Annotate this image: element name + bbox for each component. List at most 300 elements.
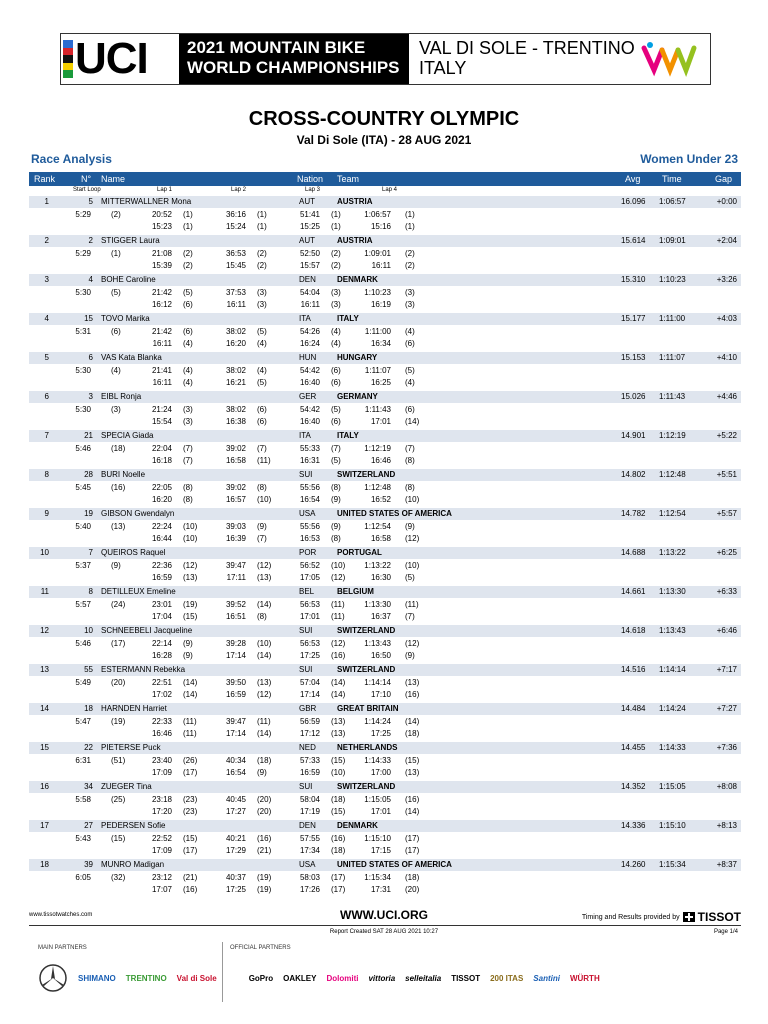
rider-lap-split-line (29, 416, 741, 428)
champ-line-2: WORLD CHAMPIONSHIPS (187, 58, 400, 77)
col-nation: Nation (297, 174, 324, 184)
rider-cumulative-split-line (29, 209, 741, 221)
split-time: 21:24 (151, 405, 172, 414)
split-position: (26) (183, 756, 198, 765)
rider-nat: SUI (299, 470, 313, 479)
rider-time: 1:13:30 (659, 587, 686, 596)
split-time: 1:13:22 (364, 561, 391, 570)
split-position: (20) (405, 885, 420, 894)
rider-team: AUSTRIA (337, 236, 373, 245)
main-partners-label: MAIN PARTNERS (38, 945, 87, 951)
split-time: 23:18 (151, 795, 172, 804)
rider-avg: 14.661 (621, 587, 646, 596)
split-time: 17:25 (225, 885, 246, 894)
rider-no: 5 (88, 197, 93, 206)
split-position: (2) (257, 261, 267, 270)
split-position: (1) (257, 210, 267, 219)
rider-nat: SUI (299, 782, 313, 791)
split-position: (10) (405, 495, 420, 504)
col-name: Name (101, 174, 126, 184)
rider-time: 1:13:22 (659, 548, 686, 557)
rider-team: ITALY (337, 314, 359, 323)
rider-summary-line (29, 742, 741, 754)
split-position: (9) (331, 522, 341, 531)
rider-name: PEDERSEN Sofie (101, 821, 166, 830)
split-time: 36:16 (225, 210, 246, 219)
split-time: 16:54 (299, 495, 320, 504)
split-time: 17:07 (151, 885, 172, 894)
rider-lap-split-line (29, 767, 741, 779)
split-position: (9) (257, 768, 267, 777)
host-line-2: ITALY (419, 58, 467, 78)
rider-time: 1:14:14 (659, 665, 686, 674)
split-time: 17:14 (225, 729, 246, 738)
split-position: (15) (405, 756, 420, 765)
split-time: 38:02 (225, 327, 246, 336)
rider-team: SWITZERLAND (337, 665, 396, 674)
split-position: (18) (405, 729, 420, 738)
rider-gap: +5:51 (716, 470, 737, 479)
rider-cumulative-split-line (29, 443, 741, 455)
rider-rank: 11 (40, 587, 49, 596)
split-time: 1:06:57 (364, 210, 391, 219)
rider-time: 1:09:01 (659, 236, 686, 245)
rider-time: 1:15:05 (659, 782, 686, 791)
split-time: 17:10 (370, 690, 391, 699)
partner-valdisole: Val di Sole (176, 973, 217, 983)
rider-nat: POR (299, 548, 317, 557)
rider-nat: SUI (299, 626, 313, 635)
split-position: (4) (183, 366, 193, 375)
rider-summary-line (29, 469, 741, 481)
rider-time: 1:10:23 (659, 275, 686, 284)
split-position: (20) (257, 795, 272, 804)
split-position: (2) (111, 210, 121, 219)
rider-name: GIBSON Gwendalyn (101, 509, 175, 518)
col-lap2: Lap 2 (231, 187, 247, 193)
rider-team: SWITZERLAND (337, 470, 396, 479)
split-position: (7) (405, 444, 415, 453)
rider-no: 27 (84, 821, 93, 830)
split-time: 1:12:19 (364, 444, 391, 453)
split-position: (10) (257, 639, 272, 648)
split-time: 1:14:14 (364, 678, 391, 687)
split-time: 17:01 (299, 612, 320, 621)
split-position: (8) (257, 612, 267, 621)
split-time: 17:26 (299, 885, 320, 894)
split-time: 1:11:07 (364, 366, 391, 375)
partner-trentino: TRENTINO (125, 973, 167, 983)
rider-no: 34 (84, 782, 93, 791)
rider-time: 1:11:07 (659, 353, 686, 362)
split-time: 21:42 (151, 288, 172, 297)
rider-row (29, 586, 741, 625)
split-time: 5:29 (75, 249, 91, 258)
rider-no: 3 (88, 392, 93, 401)
split-time: 17:04 (151, 612, 172, 621)
rider-avg: 15.026 (621, 392, 646, 401)
footer-uci-url[interactable]: WWW.UCI.ORG (340, 908, 428, 922)
split-position: (16) (331, 834, 346, 843)
col-lap3: Lap 3 (305, 187, 321, 193)
rider-name: ZUEGER Tina (101, 782, 152, 791)
rider-avg: 14.802 (621, 470, 646, 479)
split-time: 1:14:24 (364, 717, 391, 726)
rider-avg: 15.177 (621, 314, 646, 323)
rider-row (29, 742, 741, 781)
split-position: (6) (331, 366, 341, 375)
split-time: 39:50 (225, 678, 246, 687)
rider-lap-split-line (29, 845, 741, 857)
rider-name: BURI Noelle (101, 470, 146, 479)
split-position: (12) (331, 639, 346, 648)
split-time: 16:25 (370, 378, 391, 387)
split-time: 16:11 (152, 339, 172, 348)
split-time: 17:12 (299, 729, 320, 738)
rider-cumulative-split-line (29, 872, 741, 884)
split-position: (12) (257, 690, 272, 699)
split-position: (4) (405, 378, 415, 387)
split-position: (17) (405, 846, 420, 855)
rider-gap: +4:10 (716, 353, 737, 362)
split-position: (23) (183, 795, 198, 804)
split-position: (14) (405, 717, 420, 726)
split-time: 17:09 (151, 768, 172, 777)
rider-no: 10 (84, 626, 93, 635)
rider-cumulative-split-line (29, 599, 741, 611)
split-time: 16:53 (299, 534, 320, 543)
rider-time: 1:15:34 (659, 860, 686, 869)
split-position: (9) (405, 651, 415, 660)
split-position: (21) (183, 873, 198, 882)
split-time: 17:01 (370, 417, 391, 426)
rider-name: STIGGER Laura (101, 236, 160, 245)
rider-team: GERMANY (337, 392, 378, 401)
rider-no: 28 (84, 470, 93, 479)
split-position: (9) (111, 561, 121, 570)
rider-summary-line (29, 391, 741, 403)
rider-row (29, 820, 741, 859)
rider-time: 1:06:57 (659, 197, 686, 206)
split-time: 17:05 (299, 573, 320, 582)
rider-lap-split-line (29, 728, 741, 740)
split-position: (11) (331, 612, 345, 621)
split-time: 1:13:30 (364, 600, 391, 609)
split-position: (6) (183, 300, 193, 309)
split-time: 22:04 (151, 444, 172, 453)
split-position: (3) (111, 405, 121, 414)
split-time: 39:02 (225, 444, 246, 453)
split-position: (12) (405, 639, 420, 648)
rider-gap: +4:03 (716, 314, 737, 323)
split-position: (2) (183, 249, 193, 258)
split-time: 17:00 (370, 768, 391, 777)
split-time: 38:02 (225, 366, 246, 375)
col-gap: Gap (715, 174, 733, 184)
rider-row (29, 352, 741, 391)
split-time: 22:24 (151, 522, 172, 531)
rider-summary-line (29, 508, 741, 520)
split-position: (5) (331, 456, 341, 465)
split-time: 22:14 (151, 639, 172, 648)
lap-header-row (29, 186, 741, 196)
split-position: (10) (331, 561, 346, 570)
rider-no: 15 (84, 314, 93, 323)
rider-summary-line (29, 859, 741, 871)
split-time: 5:45 (75, 483, 91, 492)
split-time: 17:29 (225, 846, 246, 855)
split-time: 22:33 (151, 717, 172, 726)
rider-rank: 9 (44, 509, 49, 518)
split-time: 54:42 (299, 405, 320, 414)
split-time: 17:25 (299, 651, 320, 660)
rider-summary-line (29, 781, 741, 793)
rider-cumulative-split-line (29, 638, 741, 650)
split-position: (9) (331, 495, 341, 504)
split-position: (10) (183, 534, 198, 543)
split-position: (7) (257, 444, 267, 453)
rider-cumulative-split-line (29, 365, 741, 377)
split-position: (8) (331, 483, 341, 492)
split-position: (1) (183, 222, 193, 231)
rider-name: MUNRO Madigan (101, 860, 165, 869)
rider-avg: 15.310 (621, 275, 646, 284)
split-time: 5:46 (75, 444, 91, 453)
split-time: 58:04 (299, 795, 320, 804)
rider-time: 1:14:24 (659, 704, 686, 713)
rider-summary-line (29, 586, 741, 598)
split-position: (19) (111, 717, 126, 726)
rider-summary-line (29, 547, 741, 559)
rider-name: SPECIA Giada (101, 431, 154, 440)
rider-lap-split-line (29, 455, 741, 467)
split-position: (2) (405, 261, 415, 270)
split-position: (6) (183, 327, 193, 336)
partner-vittoria: vittoria (368, 973, 396, 983)
split-position: (5) (405, 573, 415, 582)
footer-tissot-url[interactable]: www.tissotwatches.com (29, 912, 93, 918)
split-time: 16:38 (225, 417, 246, 426)
split-position: (14) (257, 729, 272, 738)
split-position: (10) (405, 561, 420, 570)
split-time: 55:56 (299, 522, 320, 531)
split-position: (2) (257, 249, 267, 258)
split-position: (14) (183, 690, 198, 699)
split-time: 17:02 (151, 690, 172, 699)
split-time: 55:33 (299, 444, 320, 453)
rider-no: 2 (88, 236, 93, 245)
split-time: 40:21 (225, 834, 246, 843)
rider-avg: 14.260 (621, 860, 646, 869)
split-position: (8) (405, 456, 415, 465)
partner-gopro: GoPro (248, 973, 274, 983)
rider-gap: +8:37 (716, 860, 737, 869)
split-time: 56:59 (299, 717, 320, 726)
rider-summary-line (29, 313, 741, 325)
rider-team: UNITED STATES OF AMERICA (337, 509, 452, 518)
rider-avg: 14.901 (621, 431, 646, 440)
rider-avg: 14.352 (621, 782, 646, 791)
rider-team: HUNGARY (337, 353, 378, 362)
split-time: 22:36 (151, 561, 172, 570)
col-start-loop: Start Loop (73, 187, 101, 193)
split-position: (19) (183, 600, 198, 609)
split-time: 54:04 (299, 288, 320, 297)
split-time: 1:12:48 (364, 483, 391, 492)
rider-time: 1:11:43 (659, 392, 686, 401)
rider-nat: AUT (299, 197, 315, 206)
rider-team: ITALY (337, 431, 359, 440)
split-time: 39:52 (225, 600, 246, 609)
split-time: 5:57 (75, 600, 91, 609)
rider-nat: GBR (299, 704, 317, 713)
report-created: Report Created SAT 28 AUG 2021 10:27 (329, 929, 439, 935)
rider-row (29, 196, 741, 235)
split-position: (51) (111, 756, 126, 765)
split-position: (11) (183, 729, 197, 738)
partner-shimano: SHIMANO (78, 973, 116, 983)
rider-name: QUEIROS Raquel (101, 548, 166, 557)
split-position: (5) (257, 378, 267, 387)
page-subtitle: Val Di Sole (ITA) - 28 AUG 2021 (296, 133, 472, 147)
rider-gap: +2:04 (716, 236, 737, 245)
split-position: (5) (405, 366, 415, 375)
split-time: 15:54 (151, 417, 172, 426)
split-time: 23:12 (151, 873, 172, 882)
split-time: 5:37 (75, 561, 91, 570)
rider-nat: USA (299, 509, 316, 518)
split-position: (23) (183, 807, 198, 816)
split-time: 16:30 (370, 573, 391, 582)
rainbow-stripes-icon (63, 40, 73, 78)
rider-name: BOHE Caroline (101, 275, 156, 284)
rider-gap: +8:08 (716, 782, 737, 791)
split-position: (3) (405, 300, 415, 309)
split-time: 21:41 (151, 366, 172, 375)
split-position: (16) (111, 483, 126, 492)
split-time: 15:16 (370, 222, 391, 231)
rider-cumulative-split-line (29, 560, 741, 572)
split-time: 40:37 (225, 873, 246, 882)
rider-gap: +6:46 (716, 626, 737, 635)
split-time: 17:11 (226, 573, 246, 582)
split-position: (14) (257, 600, 272, 609)
split-position: (8) (405, 483, 415, 492)
rider-cumulative-split-line (29, 833, 741, 845)
split-position: (12) (183, 561, 198, 570)
split-position: (15) (331, 756, 346, 765)
split-position: (6) (405, 339, 415, 348)
split-time: 16:31 (299, 456, 320, 465)
split-time: 51:41 (299, 210, 320, 219)
rider-rank: 17 (40, 821, 49, 830)
rider-name: EIBL Ronja (101, 392, 142, 401)
split-time: 1:11:43 (364, 405, 391, 414)
tissot-cross-icon (683, 912, 695, 922)
split-position: (17) (111, 639, 126, 648)
rider-row (29, 625, 741, 664)
rider-no: 19 (84, 509, 93, 518)
results-table (29, 196, 741, 898)
rider-summary-line (29, 625, 741, 637)
rider-summary-line (29, 820, 741, 832)
split-time: 16:12 (151, 300, 172, 309)
rider-rank: 8 (44, 470, 49, 479)
split-position: (3) (257, 300, 267, 309)
rider-row (29, 391, 741, 430)
rider-name: TOVO Marika (101, 314, 150, 323)
host-line-1: VAL DI SOLE - TRENTINO (419, 38, 635, 58)
split-time: 17:01 (370, 807, 391, 816)
uci-logo (61, 34, 179, 84)
rider-no: 7 (88, 548, 93, 557)
split-time: 16:37 (370, 612, 391, 621)
rider-avg: 16.096 (621, 197, 646, 206)
rider-cumulative-split-line (29, 404, 741, 416)
rider-team: GREAT BRITAIN (337, 704, 399, 713)
split-time: 5:46 (75, 639, 91, 648)
split-time: 20:52 (151, 210, 172, 219)
split-position: (1) (111, 249, 121, 258)
rider-row (29, 781, 741, 820)
rider-time: 1:13:43 (659, 626, 686, 635)
rider-lap-split-line (29, 299, 741, 311)
split-position: (15) (331, 807, 346, 816)
rider-nat: NED (299, 743, 316, 752)
rider-row (29, 508, 741, 547)
split-time: 17:09 (151, 846, 172, 855)
rider-lap-split-line (29, 689, 741, 701)
split-time: 1:09:01 (364, 249, 391, 258)
split-position: (16) (331, 651, 346, 660)
split-position: (4) (405, 327, 415, 336)
split-position: (9) (405, 522, 415, 531)
split-time: 1:11:00 (364, 327, 391, 336)
split-time: 58:03 (299, 873, 320, 882)
rider-rank: 3 (44, 275, 49, 284)
split-time: 16:11 (300, 300, 320, 309)
split-position: (13) (257, 678, 272, 687)
partner-oakley: OAKLEY (283, 973, 317, 983)
split-time: 5:49 (75, 678, 91, 687)
rider-row (29, 664, 741, 703)
rider-rank: 2 (44, 236, 49, 245)
split-time: 15:25 (299, 222, 320, 231)
split-time: 17:15 (370, 846, 391, 855)
rider-no: 55 (84, 665, 93, 674)
split-time: 56:53 (299, 639, 320, 648)
split-time: 55:56 (299, 483, 320, 492)
col-lap4: Lap 4 (382, 187, 398, 193)
split-time: 57:33 (299, 756, 320, 765)
rider-no: 21 (84, 431, 93, 440)
split-time: 36:53 (225, 249, 246, 258)
split-position: (16) (183, 885, 198, 894)
rider-gap: +7:17 (716, 665, 737, 674)
split-position: (6) (257, 417, 267, 426)
split-time: 21:08 (151, 249, 172, 258)
split-time: 17:19 (299, 807, 320, 816)
split-time: 16:11 (226, 300, 246, 309)
split-position: (15) (111, 834, 126, 843)
rider-nat: ITA (299, 314, 311, 323)
split-position: (3) (183, 405, 193, 414)
rider-name: PIETERSE Puck (101, 743, 161, 752)
split-position: (11) (183, 717, 197, 726)
split-time: 5:30 (75, 288, 91, 297)
split-position: (8) (183, 483, 193, 492)
split-time: 16:59 (225, 690, 246, 699)
